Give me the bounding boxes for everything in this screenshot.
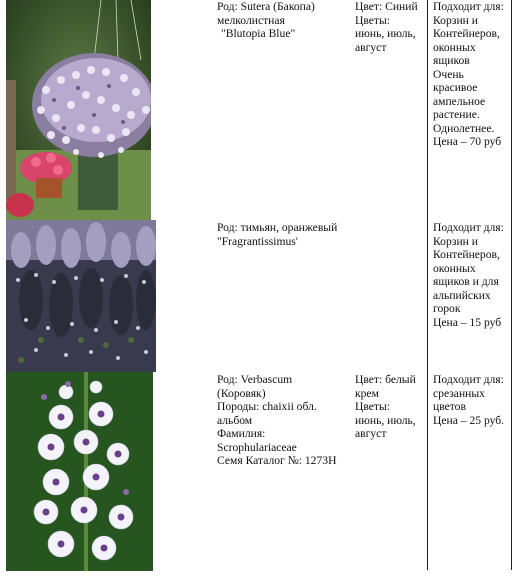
price-text: Цена – 70 руб <box>433 135 502 148</box>
text-line: Однолетнее. <box>433 121 495 135</box>
text-line: Род: Sutera (Бакопа) <box>217 0 315 13</box>
text-line: август <box>355 40 387 54</box>
text-line: Корзин и <box>433 234 478 248</box>
text-line: Цвет: Синий <box>355 0 418 13</box>
text-line: Род: Verbascum <box>217 373 293 386</box>
text-line: Подходит для: <box>433 221 504 234</box>
text-line: Род: тимьян, оранжевый <box>217 221 338 234</box>
genus-description <box>217 0 315 41</box>
text-line: Контейнеров, <box>433 27 500 40</box>
column-divider <box>427 0 428 570</box>
usage-and-price <box>433 0 504 149</box>
text-line: Семя Каталог №: 1273H <box>217 454 337 467</box>
text-line: Подходит для: <box>433 0 504 13</box>
text-line: Корзин и <box>433 13 478 27</box>
white-verbascum-photo <box>6 372 153 571</box>
text-line: "Blutopia Blue" <box>221 27 296 40</box>
text-line: горок <box>433 302 461 315</box>
text-line: срезанных <box>433 386 485 400</box>
text-line: красивое <box>433 81 478 94</box>
text-line: Контейнеров, <box>433 248 500 261</box>
thyme-bush-photo <box>6 220 156 372</box>
text-line: Очень <box>433 67 464 81</box>
text-line: Цвет: белый <box>355 373 416 386</box>
usage-and-price <box>433 221 504 329</box>
text-line: Цветы: <box>355 13 391 27</box>
text-line: июнь, июль, <box>355 413 416 427</box>
text-line: Цветы: <box>355 400 391 413</box>
text-line: альбом <box>217 413 253 427</box>
text-line: август <box>355 427 387 440</box>
text-line: мелколистная <box>217 13 285 27</box>
text-line: Фамилия: <box>217 427 266 440</box>
text-line: растение. <box>433 108 480 121</box>
text-line: крем <box>355 386 379 400</box>
text-line: ампельное <box>433 94 486 108</box>
genus-description <box>217 373 336 468</box>
color-description <box>355 373 416 441</box>
text-line: Scrophulariaceae <box>217 440 297 454</box>
price-text: Цена – 25 руб. <box>433 413 505 427</box>
price-text: Цена – 15 руб <box>433 315 502 329</box>
column-divider <box>511 0 512 570</box>
text-line: цветов <box>433 400 466 413</box>
text-line: (Коровяк) <box>217 386 266 400</box>
text-line: ящиков <box>433 54 470 67</box>
text-line: оконных <box>433 261 476 275</box>
text-line: Породы: chaixii обл. <box>217 400 317 413</box>
text-line: ящиков и для <box>433 275 499 288</box>
text-line: альпийских <box>433 288 491 302</box>
text-line: "Fragrantissimus' <box>217 234 298 248</box>
text-line: оконных <box>433 40 476 54</box>
text-line: июнь, июль, <box>355 27 416 40</box>
text-line: Подходит для: <box>433 373 504 386</box>
hanging-basket-bacopa-photo <box>6 0 151 220</box>
usage-and-price <box>433 373 504 427</box>
genus-description <box>217 221 337 248</box>
color-description <box>355 0 418 54</box>
